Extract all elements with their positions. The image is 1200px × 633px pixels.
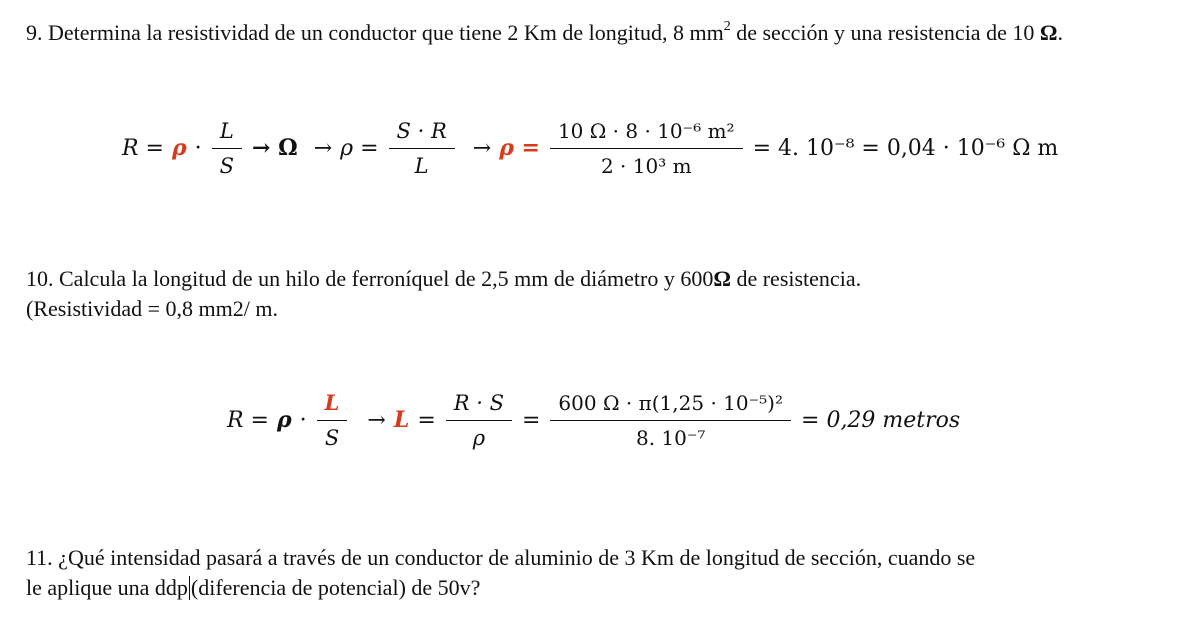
question-10-text	[26, 264, 1176, 324]
eq10-rho: ρ	[277, 407, 292, 433]
eq9-rho-red-equals: ρ =	[499, 135, 540, 161]
eq10-arrow: →	[367, 407, 386, 433]
q11-line-1: 11. ¿Qué intensidad pasará a través de un conductor de aluminio de 3 Km de longitud de sección, cuando se	[26, 545, 976, 570]
q9-end: .	[1057, 20, 1063, 45]
eq10-equals-2: =	[521, 407, 541, 433]
q10-line-1: 10. Calcula la longitud de un hilo de ferroníquel de 2,5 mm de diámetro y 600	[26, 266, 714, 291]
eq10-fraction-rs-over-rho	[446, 390, 512, 451]
question-11-text	[26, 543, 1176, 603]
q9-text-b: de sección y una resistencia de 10	[730, 20, 1040, 45]
eq10-result: = 0,29 metros	[801, 407, 961, 433]
eq9-rho-red: ρ	[172, 135, 187, 161]
eq9-arrow-2: →	[472, 135, 492, 161]
question-9-text	[26, 18, 1176, 48]
equation-9	[118, 108, 1062, 188]
q10-line-2: (Resistividad = 0,8 mm2/ m.	[26, 296, 278, 321]
eq9-f2-numerator: S · R	[389, 118, 455, 149]
eq9-f1-numerator: L	[212, 118, 242, 149]
text-cursor	[189, 576, 190, 600]
eq9-rho-equals: ρ =	[340, 135, 379, 161]
q11-line-2b: (diferencia de potencial) de 50v?	[190, 575, 481, 600]
eq10-l-red: L	[393, 407, 410, 433]
eq9-f1-denominator: S	[219, 153, 235, 178]
eq10-f1-denominator: S	[324, 425, 340, 450]
eq9-f3-denominator: 2 · 10³ m	[600, 153, 692, 178]
eq10-f2-numerator: R · S	[446, 390, 512, 421]
eq9-fraction-sr-over-l	[389, 118, 455, 179]
q10-line-1-end: de resistencia.	[730, 266, 862, 291]
eq10-dot: ·	[299, 407, 307, 433]
equation-10	[223, 380, 964, 460]
q9-text-a: 9. Determina la resistividad de un conductor que tiene 2 Km de longitud, 8 mm	[26, 20, 724, 45]
eq9-r-equals: R =	[122, 135, 164, 161]
eq9-fraction-l-over-s	[212, 118, 242, 179]
eq9-fraction-values	[550, 118, 743, 179]
eq9-arrow: →	[313, 135, 333, 161]
eq9-f3-numerator: 10 Ω · 8 · 10⁻⁶ m²	[550, 118, 743, 149]
eq10-f1-numerator: L	[317, 390, 348, 421]
eq9-arrow-omega: → Ω	[252, 135, 298, 161]
q9-superscript: 2	[723, 18, 731, 34]
q10-omega: Ω	[713, 266, 731, 291]
eq9-f2-denominator: L	[414, 153, 429, 178]
q9-omega: Ω	[1039, 20, 1058, 45]
eq10-f3-numerator: 600 Ω · π(1,25 · 10⁻⁵)²	[550, 390, 791, 421]
eq10-fraction-values	[550, 390, 791, 451]
eq10-fraction-l-over-s	[317, 390, 348, 451]
eq9-dot: ·	[194, 135, 202, 161]
eq10-f3-denominator: 8. 10⁻⁷	[635, 425, 706, 450]
eq10-f2-denominator: ρ	[472, 425, 486, 450]
eq10-equals: =	[417, 407, 436, 433]
eq9-result: = 4. 10⁻⁸ = 0,04 · 10⁻⁶ Ω m	[752, 135, 1059, 161]
q11-line-2a: le aplique una ddp	[26, 575, 188, 600]
eq10-r-equals: R =	[227, 407, 269, 433]
